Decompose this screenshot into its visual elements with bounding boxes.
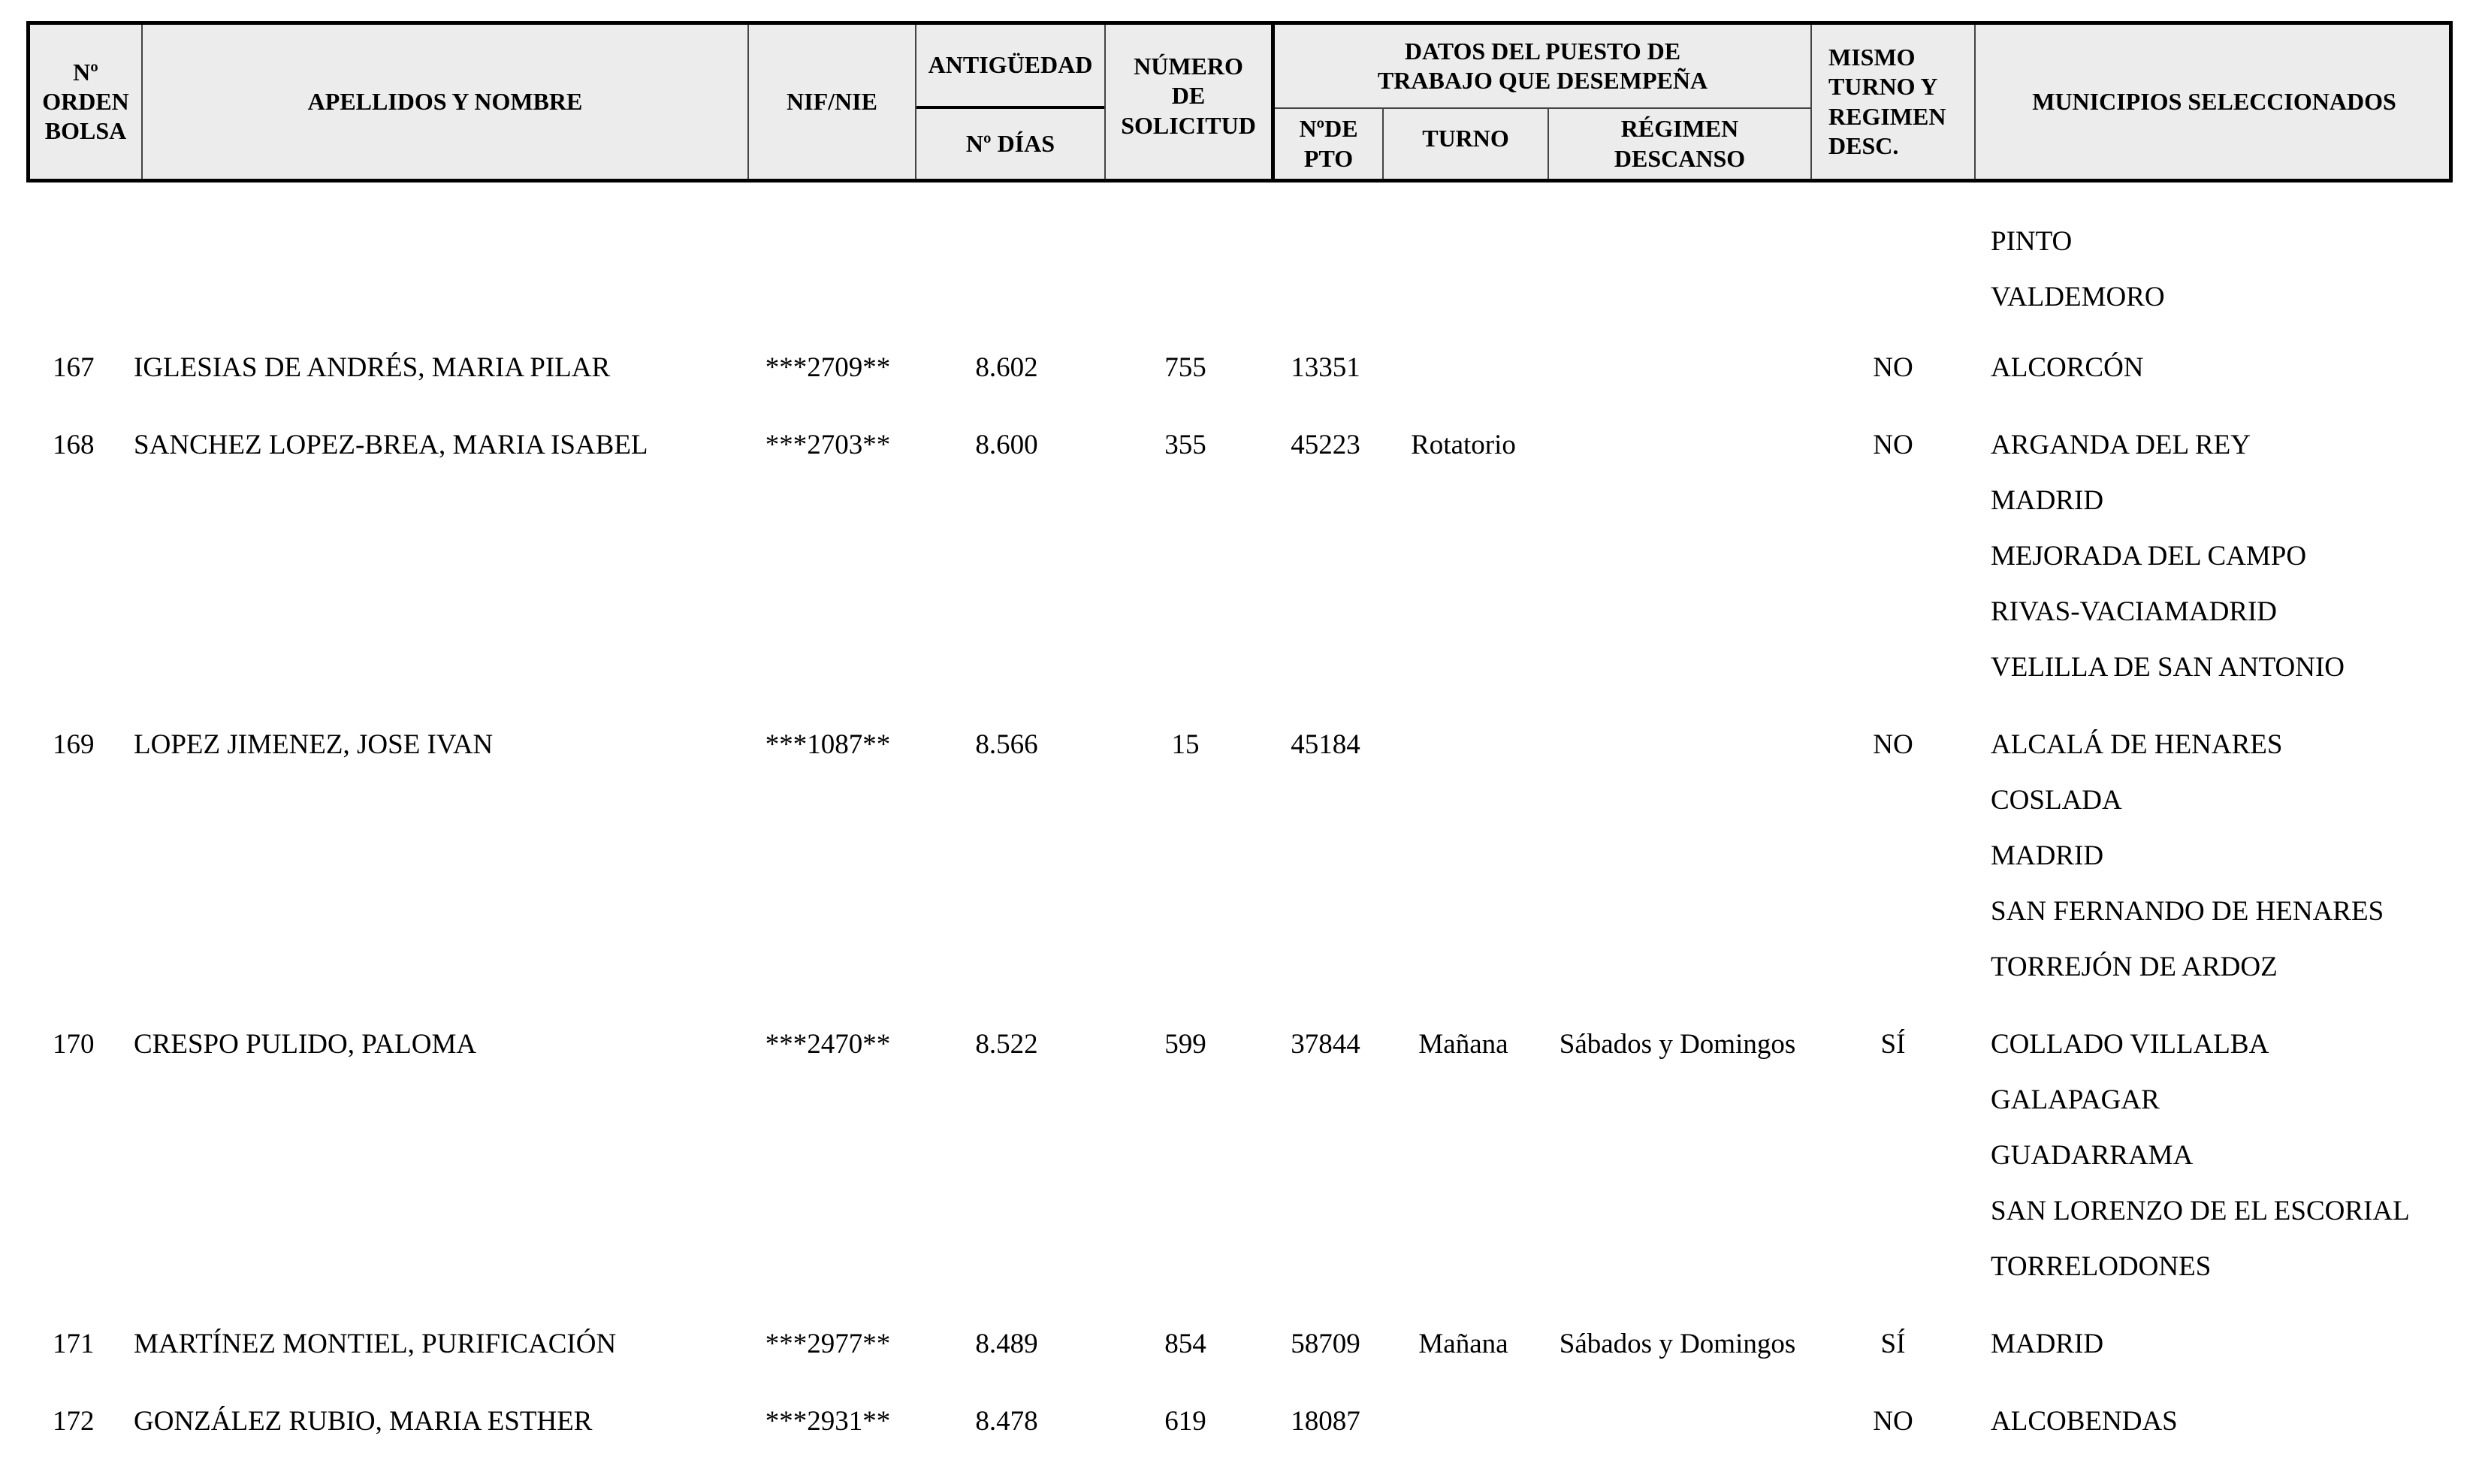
municipio-item: COSLADA [1991, 785, 2122, 816]
mismo-cell: SÍ [1880, 1029, 1906, 1060]
header-datos-puesto: DATOS DEL PUESTO DE TRABAJO QUE DESEMPEÑA [1377, 37, 1708, 94]
nombre-cell: SANCHEZ LOPEZ-BREA, MARIA ISABEL [134, 430, 648, 460]
nif-cell: ***2709** [765, 352, 891, 383]
municipio-item: MEJORADA DEL CAMPO [1991, 541, 2307, 572]
dias-cell: 8.478 [975, 1406, 1038, 1437]
mismo-cell: NO [1873, 430, 1913, 460]
municipio-item: SAN LORENZO DE EL ESCORIAL [1991, 1196, 2410, 1226]
municipio-item: COLLADO VILLALBA [1991, 1029, 2269, 1060]
orden-cell: 172 [53, 1406, 95, 1437]
municipio-item: VALDEMORO [1991, 282, 2165, 312]
municipio-item: MADRID [1991, 1329, 2104, 1359]
nombre-cell: MARTÍNEZ MONTIEL, PURIFICACIÓN [134, 1329, 617, 1359]
header-solicitud: NÚMERO DE SOLICITUD [1121, 53, 1256, 139]
nombre-cell: CRESPO PULIDO, PALOMA [134, 1029, 477, 1060]
municipio-item: ALCALÁ DE HENARES [1991, 729, 2283, 760]
header-apellidos: APELLIDOS Y NOMBRE [307, 87, 583, 115]
solicitud-cell: 854 [1164, 1329, 1206, 1359]
header-turno: TURNO [1422, 125, 1509, 152]
mismo-cell: NO [1873, 729, 1913, 760]
header-nif: NIF/NIE [787, 87, 877, 115]
orden-cell: 169 [53, 729, 95, 760]
municipio-item: MADRID [1991, 840, 2104, 871]
orden-cell: 171 [53, 1329, 95, 1359]
dias-cell: 8.522 [975, 1029, 1038, 1060]
header-num-pto: NºDE PTO [1299, 115, 1358, 172]
nif-cell: ***2977** [765, 1329, 891, 1359]
regimen-cell: Sábados y Domingos [1559, 1329, 1796, 1359]
municipio-item: VELILLA DE SAN ANTONIO [1991, 652, 2345, 683]
municipio-item: GUADARRAMA [1991, 1140, 2194, 1171]
municipio-item: PINTO [1991, 226, 2073, 257]
header-orden: Nº ORDEN BOLSA [42, 58, 129, 145]
solicitud-cell: 755 [1164, 352, 1206, 383]
header-regimen: RÉGIMEN DESCANSO [1614, 115, 1746, 172]
solicitud-cell: 599 [1164, 1029, 1206, 1060]
municipio-item: ALCOBENDAS [1991, 1406, 2178, 1437]
mismo-cell: NO [1873, 1406, 1913, 1437]
header-dias: Nº DÍAS [965, 129, 1055, 157]
nif-cell: ***2470** [765, 1029, 891, 1060]
orden-cell: 170 [53, 1029, 95, 1060]
solicitud-cell: 619 [1164, 1406, 1206, 1437]
pto-cell: 13351 [1291, 352, 1360, 383]
turno-cell: Mañana [1418, 1329, 1508, 1359]
dias-cell: 8.489 [975, 1329, 1038, 1359]
municipio-item: ALCORCÓN [1991, 352, 2144, 383]
municipio-item: GALAPAGAR [1991, 1084, 2160, 1115]
nif-cell: ***1087** [765, 729, 891, 760]
dias-cell: 8.600 [975, 430, 1038, 460]
municipio-item: MADRID [1991, 485, 2104, 516]
municipio-item: TORREJÓN DE ARDOZ [1991, 952, 2278, 982]
nif-cell: ***2931** [765, 1406, 891, 1437]
nombre-cell: IGLESIAS DE ANDRÉS, MARIA PILAR [134, 352, 611, 383]
nombre-cell: GONZÁLEZ RUBIO, MARIA ESTHER [134, 1406, 593, 1437]
orden-cell: 168 [53, 430, 95, 460]
pto-cell: 45184 [1291, 729, 1360, 760]
solicitud-cell: 15 [1171, 729, 1200, 760]
solicitud-cell: 355 [1164, 430, 1206, 460]
municipio-item: RIVAS-VACIAMADRID [1991, 596, 2278, 627]
turno-cell: Rotatorio [1411, 430, 1516, 460]
regimen-cell: Sábados y Domingos [1559, 1029, 1796, 1060]
header-mismo-turno: MISMO TURNO Y REGIMEN DESC. [1828, 44, 1946, 159]
dias-cell: 8.602 [975, 352, 1038, 383]
municipio-item: SAN FERNANDO DE HENARES [1991, 896, 2384, 927]
nif-cell: ***2703** [765, 430, 891, 460]
municipio-item: ARGANDA DEL REY [1991, 430, 2251, 460]
pto-cell: 18087 [1291, 1406, 1360, 1437]
municipio-item: TORRELODONES [1991, 1251, 2212, 1282]
nombre-cell: LOPEZ JIMENEZ, JOSE IVAN [134, 729, 494, 760]
header-antiguedad: ANTIGÜEDAD [928, 51, 1093, 79]
mismo-cell: NO [1873, 352, 1913, 383]
pto-cell: 45223 [1291, 430, 1360, 460]
turno-cell: Mañana [1418, 1029, 1508, 1060]
pto-cell: 37844 [1291, 1029, 1360, 1060]
orden-cell: 167 [53, 352, 95, 383]
mismo-cell: SÍ [1880, 1329, 1906, 1359]
dias-cell: 8.566 [975, 729, 1038, 760]
pto-cell: 58709 [1291, 1329, 1360, 1359]
header-municipios: MUNICIPIOS SELECCIONADOS [2032, 87, 2396, 115]
